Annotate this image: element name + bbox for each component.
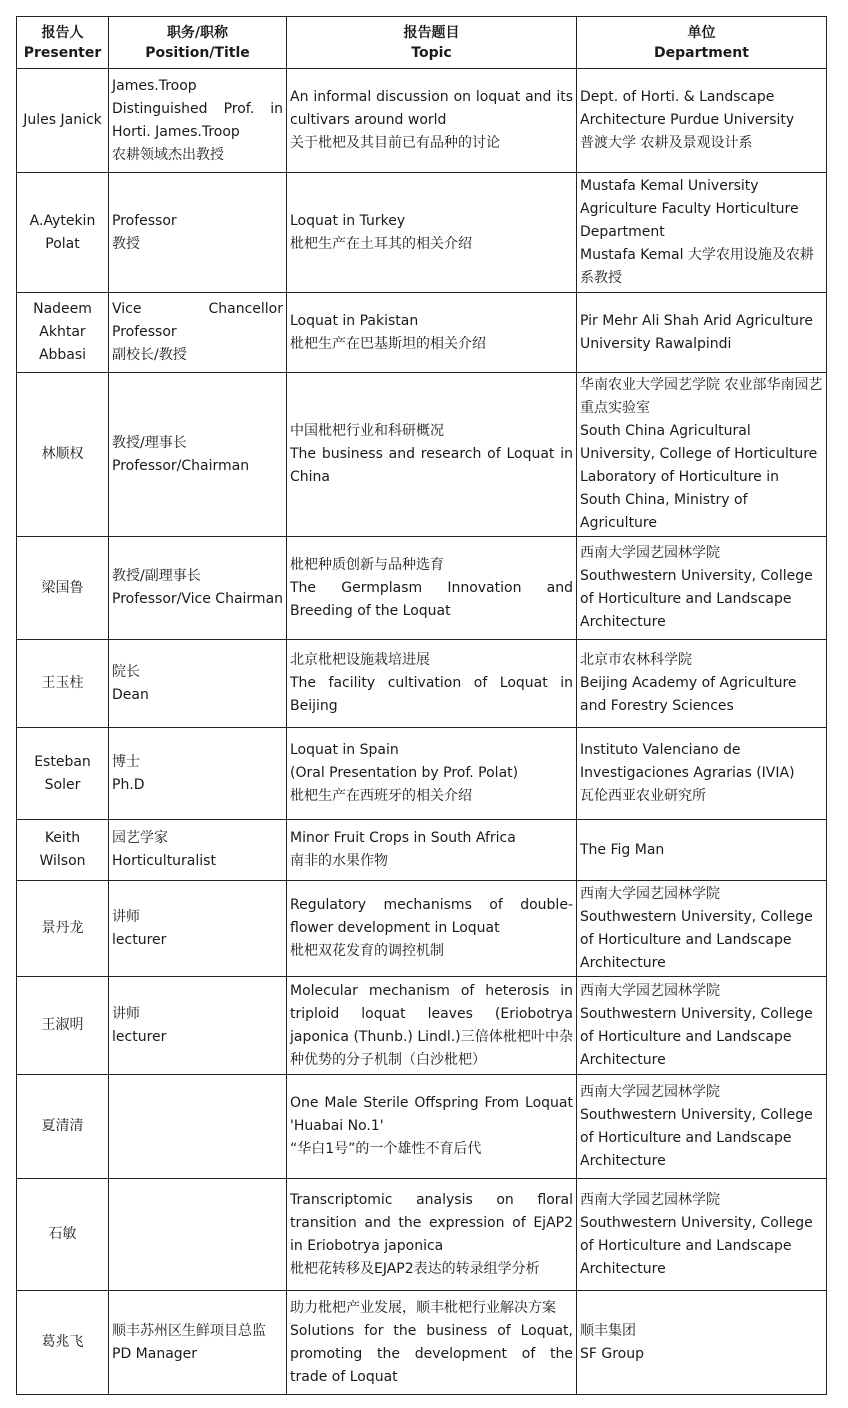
position-cell <box>109 1291 287 1395</box>
header-row <box>17 17 827 69</box>
cell-text: The business and research of Loquat in China <box>290 446 573 485</box>
topic-cell <box>287 640 577 728</box>
cell-text: Loquat in Turkey <box>290 212 406 229</box>
position-cell <box>109 640 287 728</box>
cell-text: An informal discussion on loquat and its cultivars around world <box>290 89 573 128</box>
table-row <box>17 820 827 881</box>
presenter-cell <box>17 977 109 1075</box>
presenter-cell <box>17 820 109 881</box>
cell-text: 南非的水果作物 <box>290 853 388 869</box>
cell-text: 华南农业大学园艺学院 农业部华南园艺重点实验室 <box>580 377 823 416</box>
department-cell <box>577 1179 827 1291</box>
table-row <box>17 293 827 373</box>
presenter-table <box>16 16 827 1395</box>
table-row <box>17 69 827 173</box>
table-row <box>17 977 827 1075</box>
cell-text: 北京枇杷设施栽培进展 <box>290 652 430 668</box>
cell-text: 北京市农林科学院 <box>580 652 692 668</box>
cell-text: 讲师 <box>112 908 140 925</box>
topic-cell <box>287 881 577 977</box>
department-cell <box>577 1291 827 1395</box>
cell-text: 讲师 <box>112 1005 140 1022</box>
cell-text: Ph.D <box>112 776 145 793</box>
position-cell <box>109 881 287 977</box>
cell-text: 枇杷双花发育的调控机制 <box>290 943 444 959</box>
cell-text: 石敏 <box>48 1226 77 1242</box>
department-cell <box>577 293 827 373</box>
cell-text: Southwestern University, College of Horticulture and Landscape Architecture <box>580 1214 813 1277</box>
presenter-cell <box>17 293 109 373</box>
cell-text: 林顺权 <box>41 446 84 462</box>
department-cell <box>577 728 827 820</box>
cell-text: lecturer <box>112 931 167 948</box>
cell-text: 西南大学园艺园林学院 <box>580 1083 720 1100</box>
cell-text: PD Manager <box>112 1345 198 1362</box>
header-department: 单位 Department <box>577 17 827 69</box>
cell-text: Regulatory mechanisms of double-flower development in Loquat <box>290 897 573 936</box>
cell-text: Vice Chancellor Professor <box>112 301 283 340</box>
cell-text: Southwestern University, College of Horticulture and Landscape Architecture <box>580 1005 813 1068</box>
presenter-cell <box>17 173 109 293</box>
cell-text: Akhtar <box>39 324 86 340</box>
cell-text: 中国枇杷行业和科研概况 <box>290 423 444 439</box>
cell-text: Esteban <box>34 753 91 770</box>
cell-text: 瓦伦西亚农业研究所 <box>580 788 706 804</box>
department-cell <box>577 640 827 728</box>
cell-text: 教授/理事长 <box>112 434 187 451</box>
cell-text: Nadeem <box>33 301 92 317</box>
position-cell <box>109 1179 287 1291</box>
cell-text: Molecular mechanism of heterosis in triploid loquat leaves (Eriobotrya japonica (Thunb.) Lindl.)三倍体枇杷叶中杂种优势的分子机制（白沙枇杷） <box>290 982 573 1068</box>
cell-text: South China Agricultural University, College of Horticulture <box>580 423 818 462</box>
department-cell <box>577 977 827 1075</box>
cell-text: The Fig Man <box>580 841 665 858</box>
cell-text: Professor/Vice Chairman <box>112 591 284 607</box>
cell-text: Southwestern University, College of Horticulture and Landscape Architecture <box>580 908 813 971</box>
cell-text: 关于枇杷及其目前已有品种的讨论 <box>290 135 500 151</box>
cell-text: Professor/Chairman <box>112 457 250 474</box>
topic-cell <box>287 977 577 1075</box>
topic-cell <box>287 69 577 173</box>
cell-text: Instituto Valenciano de Investigaciones Agrarias (IVIA) <box>580 742 795 781</box>
cell-text: 西南大学园艺园林学院 <box>580 545 720 561</box>
cell-text: Loquat in Spain <box>290 742 399 758</box>
cell-text: 顺丰集团 <box>580 1322 636 1339</box>
cell-text: Solutions for the business of Loquat, promoting the development of the trade of Loquat <box>290 1322 573 1385</box>
cell-text: 农耕领域杰出教授 <box>112 146 224 163</box>
department-cell <box>577 881 827 977</box>
cell-text: 王淑明 <box>41 1017 84 1033</box>
department-cell <box>577 820 827 881</box>
cell-text: Jules Janick <box>23 112 102 128</box>
presenter-cell <box>17 728 109 820</box>
topic-cell <box>287 293 577 373</box>
position-cell <box>109 537 287 640</box>
topic-cell <box>287 173 577 293</box>
cell-text: 院长 <box>112 663 140 680</box>
cell-text: Minor Fruit Crops in South Africa <box>290 830 516 846</box>
cell-text: 枇杷花转移及EJAP2表达的转录组学分析 <box>290 1260 540 1277</box>
cell-text: Keith Wilson <box>39 830 86 869</box>
cell-text: Horticulturalist <box>112 853 216 869</box>
cell-text: Beijing Academy of Agriculture and Forestry Sciences <box>580 675 797 714</box>
header-topic: 报告题目 Topic <box>287 17 577 69</box>
cell-text: 教授 <box>112 235 140 252</box>
topic-cell <box>287 373 577 537</box>
cell-text: Loquat in Pakistan <box>290 312 419 329</box>
table-row <box>17 1179 827 1291</box>
header-position: 职务/职称 Position/Title <box>109 17 287 69</box>
cell-text: Mustafa Kemal University Agriculture Faculty Horticulture Department <box>580 178 799 240</box>
table-row <box>17 640 827 728</box>
cell-text: James.Troop <box>112 77 197 94</box>
cell-text: 枇杷种质创新与品种选育 <box>290 556 444 573</box>
topic-cell <box>287 1179 577 1291</box>
cell-text: The facility cultivation of Loquat in Beijing <box>290 675 573 714</box>
table-row <box>17 537 827 640</box>
cell-text: Pir Mehr Ali Shah Arid Agriculture University Rawalpindi <box>580 312 814 352</box>
cell-text: Abbasi <box>38 347 87 363</box>
cell-text: 葛兆飞 <box>41 1334 84 1350</box>
presenter-cell <box>17 881 109 977</box>
table-row <box>17 173 827 293</box>
presenter-cell <box>17 640 109 728</box>
presenter-cell <box>17 1075 109 1179</box>
cell-text: Dean <box>112 686 149 703</box>
topic-cell <box>287 728 577 820</box>
cell-text: 助力枇杷产业发展，顺丰枇杷行业解决方案 <box>290 1299 556 1316</box>
cell-text: 博士 <box>112 753 140 770</box>
cell-text: 景丹龙 <box>41 920 84 936</box>
topic-cell <box>287 1075 577 1179</box>
cell-text: Professor <box>112 212 177 229</box>
cell-text: 副校长/教授 <box>112 347 187 363</box>
position-cell <box>109 820 287 881</box>
position-cell <box>109 173 287 293</box>
presenter-cell <box>17 1291 109 1395</box>
cell-text: 夏清清 <box>41 1118 84 1134</box>
cell-text: 教授/副理事长 <box>112 568 201 584</box>
topic-cell <box>287 537 577 640</box>
presenter-cell <box>17 69 109 173</box>
cell-text: 西南大学园艺园林学院 <box>580 885 720 902</box>
department-cell <box>577 537 827 640</box>
cell-text: Polat <box>45 235 80 252</box>
department-cell <box>577 69 827 173</box>
cell-text: “华白1号”的一个雄性不育后代 <box>290 1141 482 1157</box>
cell-text: 园艺学家 <box>112 830 168 846</box>
presenter-cell <box>17 537 109 640</box>
cell-text: Dept. of Horti. & Landscape Architecture Purdue University <box>580 89 795 128</box>
cell-text: 枇杷生产在巴基斯坦的相关介绍 <box>290 335 486 352</box>
cell-text: The Germplasm Innovation and Breeding of the Loquat <box>290 579 573 619</box>
cell-text: Transcriptomic analysis on floral transition and the expression of EjAP2 in Eriobotrya japonica <box>290 1191 573 1254</box>
cell-text: 顺丰苏州区生鲜项目总监 <box>112 1322 266 1339</box>
presenter-cell <box>17 1179 109 1291</box>
table-row <box>17 373 827 537</box>
position-cell <box>109 1075 287 1179</box>
department-cell <box>577 373 827 537</box>
cell-text: 普渡大学 农耕及景观设计系 <box>580 135 753 151</box>
cell-text: 枇杷生产在土耳其的相关介绍 <box>290 235 472 252</box>
position-cell <box>109 69 287 173</box>
cell-text: Soler <box>44 776 81 793</box>
cell-text: 王玉柱 <box>41 675 84 691</box>
cell-text: 梁国鲁 <box>41 579 84 596</box>
department-cell <box>577 1075 827 1179</box>
cell-text: Distinguished Prof. in Horti. James.Troop <box>112 100 283 140</box>
cell-text: One Male Sterile Offspring From Loquat 'Huabai No.1' <box>290 1095 573 1134</box>
cell-text: Southwestern University, College of Horticulture and Landscape Architecture <box>580 568 813 630</box>
position-cell <box>109 293 287 373</box>
cell-text: Southwestern University, College of Horticulture and Landscape Architecture <box>580 1106 813 1169</box>
presenter-cell <box>17 373 109 537</box>
cell-text: (Oral Presentation by Prof. Polat) <box>290 765 519 781</box>
cell-text: A.Aytekin <box>29 212 96 229</box>
cell-text: lecturer <box>112 1028 167 1045</box>
department-cell <box>577 173 827 293</box>
position-cell <box>109 373 287 537</box>
cell-text: 枇杷生产在西班牙的相关介绍 <box>290 788 472 804</box>
cell-text: Mustafa Kemal 大学农用设施及农耕系教授 <box>580 247 814 286</box>
cell-text: Laboratory of Horticulture in South China, Ministry of Agriculture <box>580 469 779 531</box>
table-row <box>17 728 827 820</box>
topic-cell <box>287 820 577 881</box>
header-presenter: 报告人 Presenter <box>17 17 109 69</box>
topic-cell <box>287 1291 577 1395</box>
cell-text: 西南大学园艺园林学院 <box>580 982 720 999</box>
position-cell <box>109 977 287 1075</box>
cell-text: 西南大学园艺园林学院 <box>580 1191 720 1208</box>
cell-text: SF Group <box>580 1345 645 1362</box>
table-row <box>17 1291 827 1395</box>
table-row <box>17 1075 827 1179</box>
table-row <box>17 881 827 977</box>
position-cell <box>109 728 287 820</box>
